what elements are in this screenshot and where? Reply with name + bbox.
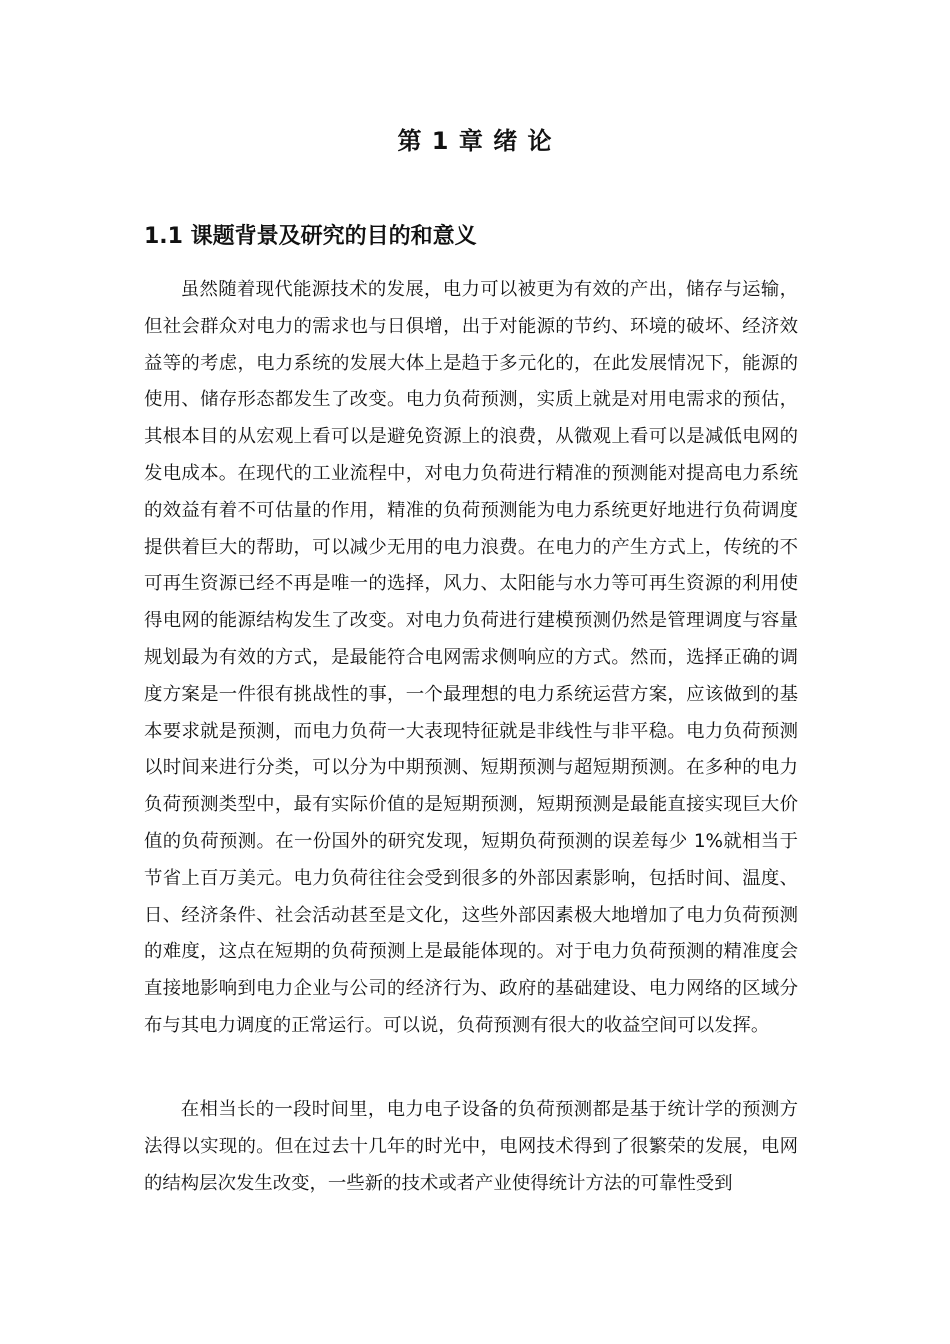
chapter-title: 第 1 章 绪 论 bbox=[397, 127, 553, 155]
body-paragraph: 虽然随着现代能源技术的发展，电力可以被更为有效的产出，储存与运输，但社会群众对电力的需求也与日俱增，出于对能源的节约、环境的破坏、经济效益等的考虑，电力系统的发展大体上是趋于多元化的，在此发展情况下，能源的使用、储存形态都发生了改变。电力负荷预测，实质上就是对用电需求的预估，其根本目的从宏观上看可以是避免资源上的浪费，从微观上看可以是减低电网的发电成本。在现代的工业流程中，对电力负荷进行精准的预测能对提高电力系统的效益有着不可估量的作用，精准的负荷预测能为电力系统更好地进行负荷调度提供着巨大的帮助，可以减少无用的电力浪费。在电力的产生方式上，传统的不可再生资源已经不再是唯一的选择，风力、太阳能与水力等可再生资源的利用使得电网的能源结构发生了改变。对电力负荷进行建模预测仍然是管理调度与容量规划最为有效的方式，是最能符合电网需求侧响应的方式。然而，选择正确的调度方案是一件很有挑战性的事，一个最理想的电力系统运营方案，应该做到的基本要求就是预测，而电力负荷一大表现特征就是非线性与非平稳。电力负荷预测以时间来进行分类，可以分为中期预测、短期预测与超短期预测。在多种的电力负荷预测类型中，最有实际价值的是短期预测，短期预测是最能直接实现巨大价值的负荷预测。在一份国外的研究发现，短期负荷预测的误差每少 1%就相当于节省上百万美元。电力负荷往往会受到很多的外部因素影响，包括时间、温度、日、经济条件、社会活动甚至是文化，这些外部因素极大地增加了电力负荷预测的难度，这点在短期的负荷预测上是最能体现的。对于电力负荷预测的精准度会直接地影响到电力企业与公司的经济行为、政府的基础建设、电力网络的区域分布与其电力调度的正常运行。可以说，负荷预测有很大的收益空间可以发挥。 bbox=[144, 279, 798, 1036]
section-heading: 1.1 课题背景及研究的目的和意义 bbox=[144, 224, 477, 249]
body-paragraph: 在相当长的一段时间里，电力电子设备的负荷预测都是基于统计学的预测方法得以实现的。但在过去十几年的时光中，电网技术得到了很繁荣的发展，电网的结构层次发生改变，一些新的技术或者产业使得统计方法的可靠性受到 bbox=[144, 1099, 798, 1194]
